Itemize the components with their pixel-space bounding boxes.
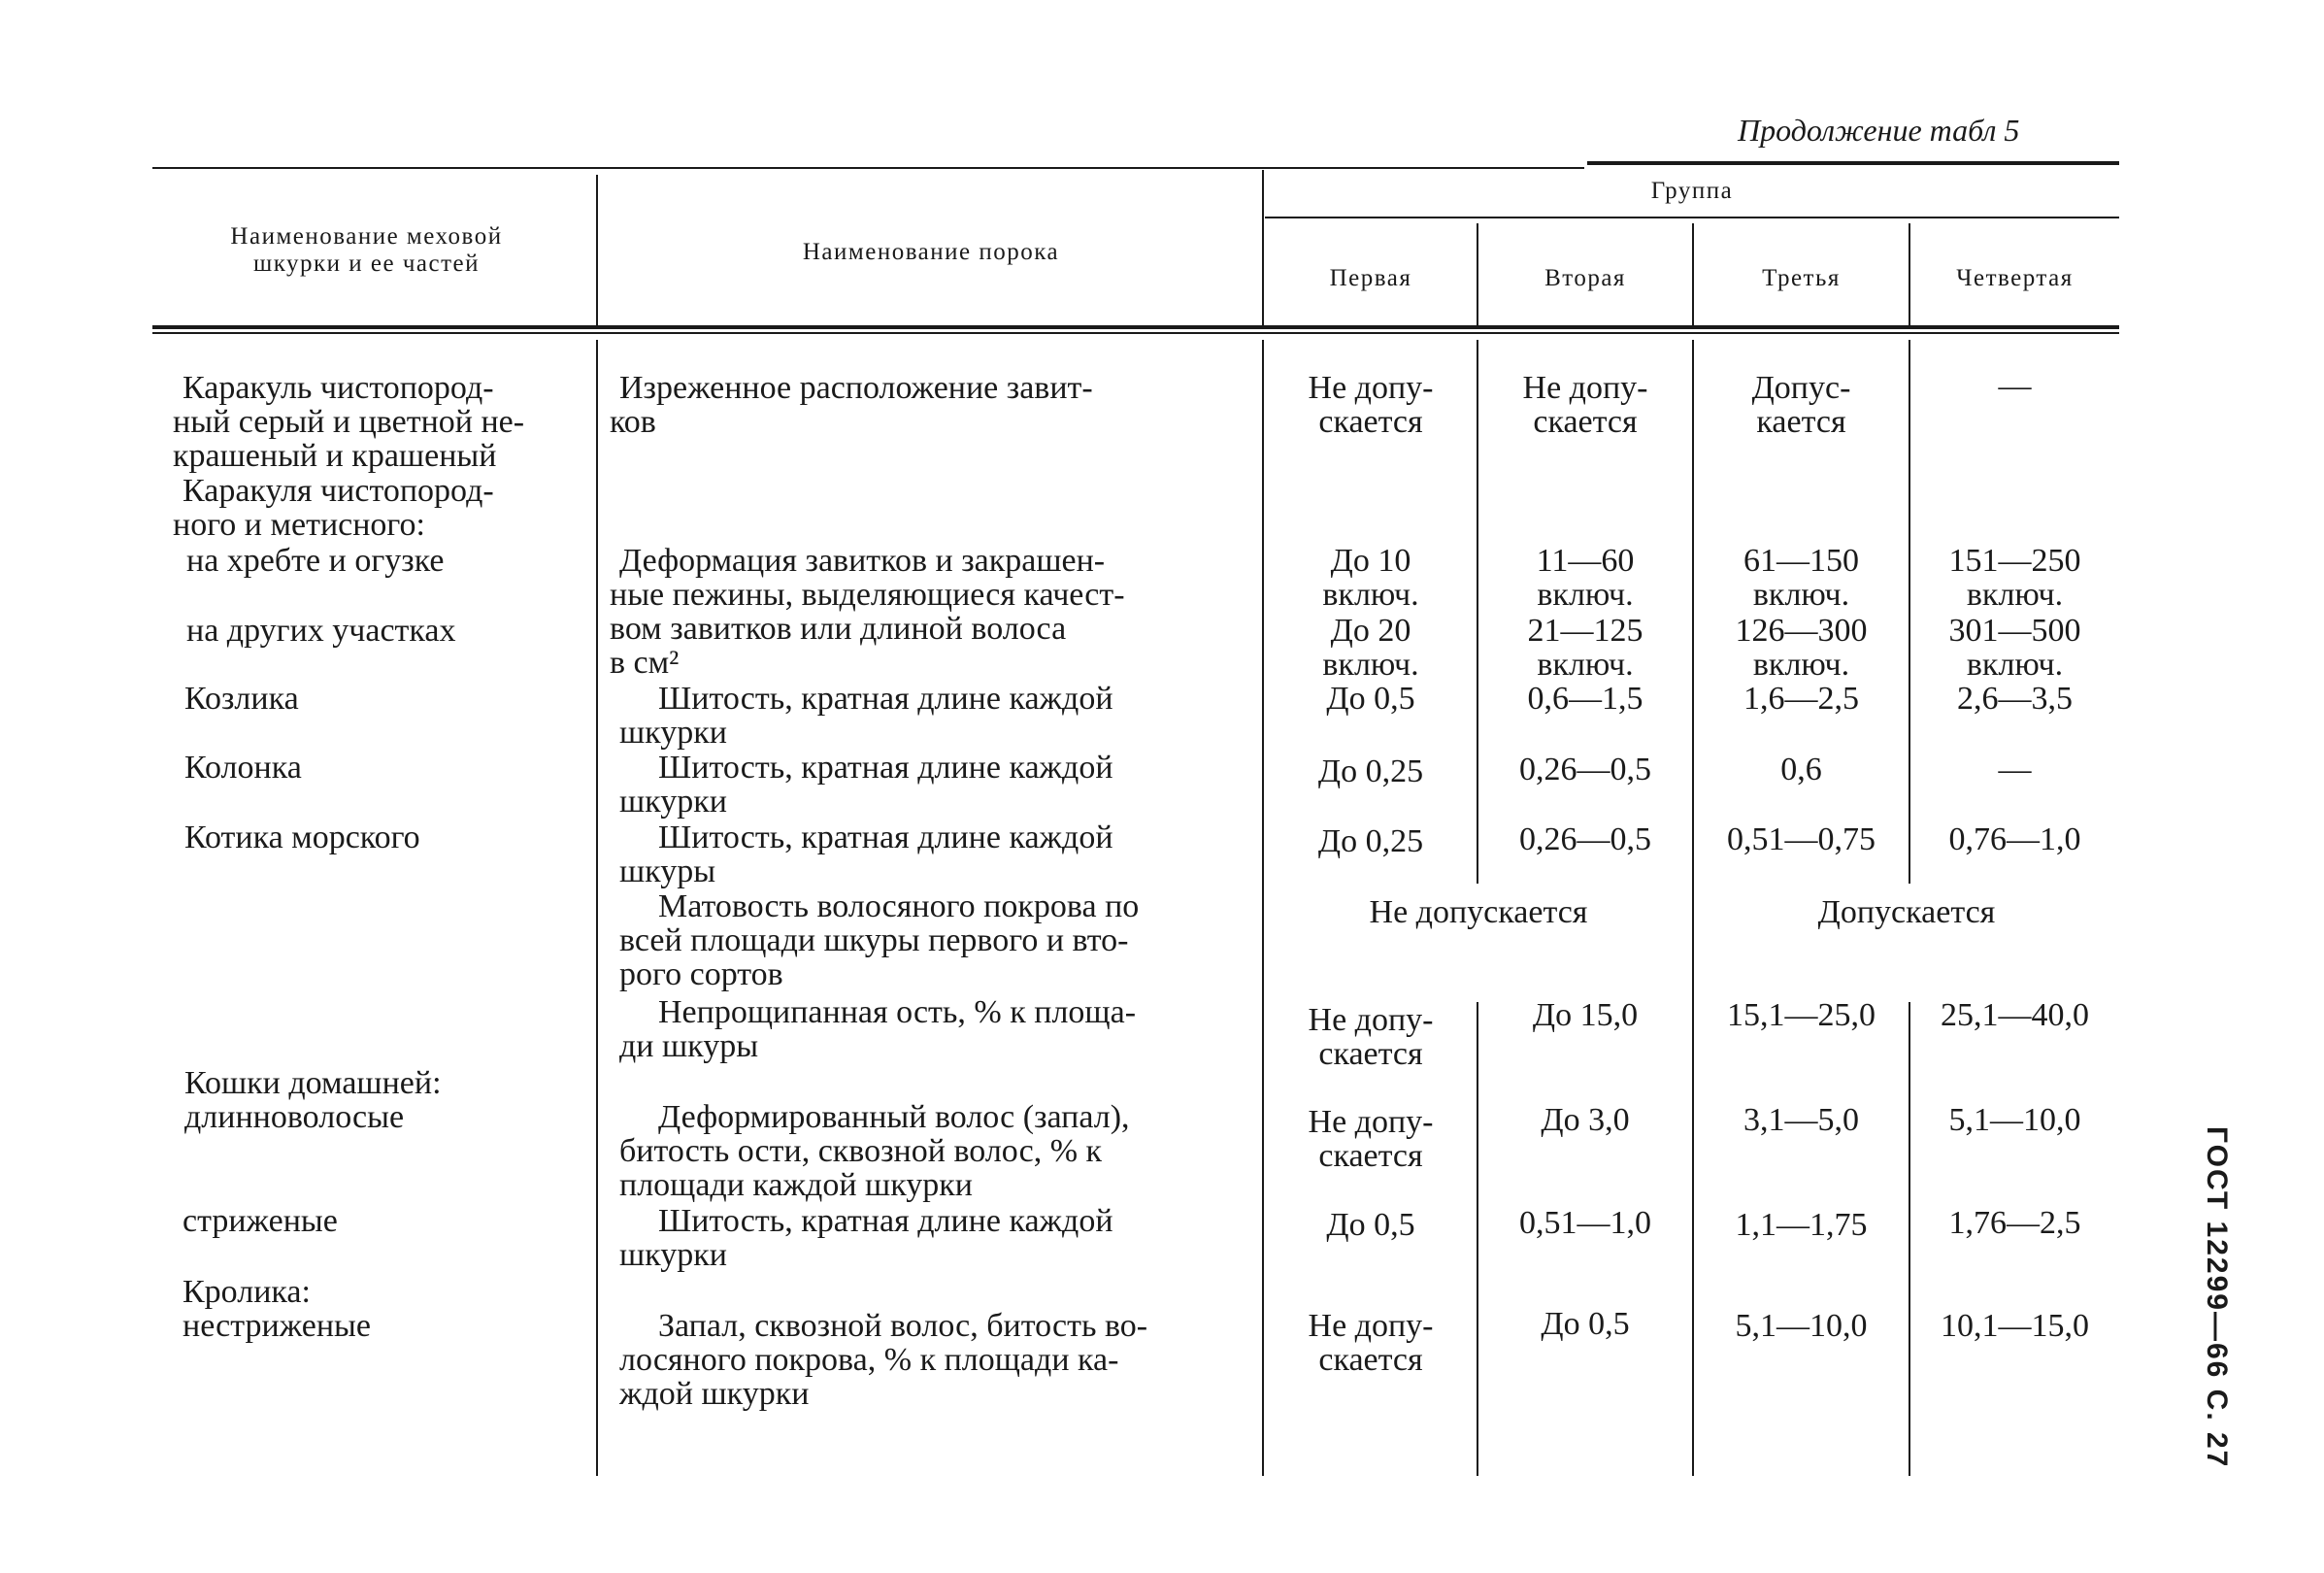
row-5-group-4: 2,6—3,5: [1957, 681, 2073, 717]
row-1-group-4: —: [1998, 368, 2032, 404]
row-12-group-4: 10,1—15,0: [1941, 1308, 2089, 1344]
row-3-group-1-line-2: включ.: [1322, 577, 1419, 613]
row-12-name-line-2: нестриженые: [183, 1308, 371, 1344]
row-3-defect-line-1: Деформация завитков и закрашен-: [619, 543, 1106, 579]
row-12-name-line-1: Кролика:: [183, 1274, 311, 1310]
header-group-1: Первая: [1329, 265, 1412, 291]
row-9-group-1: [1265, 1003, 1477, 1071]
row-4-group-2-line-1: 21—125: [1527, 613, 1643, 649]
row-3-defect-line-3: вом завитков или длиной волоса: [610, 611, 1067, 647]
row-10-group-3: 3,1—5,0: [1743, 1102, 1859, 1138]
row-12-name: [183, 1275, 371, 1343]
row-4-name: на других участках: [186, 613, 456, 649]
row-5-defect: [619, 681, 1246, 751]
row-4-group-3-line-2: включ.: [1752, 647, 1850, 683]
header-item-name: [155, 223, 578, 278]
row-5-name: Козлика: [184, 681, 299, 717]
row-1-group-3-line-2: кается: [1756, 404, 1846, 440]
row-2-name-line-1: Каракуля чистопород-: [183, 473, 494, 509]
row-1-name: [173, 370, 566, 474]
row-4-group-2-line-2: включ.: [1537, 647, 1634, 683]
row-3-defect-line-4: в см²: [610, 645, 680, 681]
row-3-group-3: [1694, 544, 1909, 612]
row-10-name-line-1: Кошки домашней:: [184, 1065, 442, 1101]
row-7-defect-line-2: шкуры: [619, 853, 716, 889]
header-divider-1: [596, 175, 598, 325]
table-top-rule: [152, 167, 1584, 169]
row-9-defect-line-2: ди шкуры: [619, 1028, 759, 1064]
row-4-group-3: [1694, 614, 1909, 682]
body-divider-name: [596, 340, 598, 1476]
row-7-defect-line-1: Шитость, кратная длине каждой: [658, 820, 1113, 855]
row-10-group-1-line-1: Не допу-: [1308, 1104, 1434, 1140]
row-9-defect-line-1: Непрощипанная ость, % к площа-: [658, 994, 1137, 1030]
header-divider-2: [1262, 170, 1264, 325]
row-11-group-3: 1,1—1,75: [1735, 1207, 1868, 1243]
row-1-group-2-line-2: скается: [1533, 404, 1638, 440]
row-1-group-1-line-2: скается: [1318, 404, 1423, 440]
row-1-group-2-line-1: Не допу-: [1522, 370, 1648, 406]
row-12-group-1: [1265, 1309, 1477, 1377]
row-3-group-3-line-1: 61—150: [1743, 543, 1859, 579]
row-7-group-2: 0,26—0,5: [1519, 821, 1651, 857]
row-12-group-1-line-1: Не допу-: [1308, 1308, 1434, 1344]
row-11-defect-line-1: Шитость, кратная длине каждой: [658, 1203, 1113, 1239]
row-10-group-1-line-2: скается: [1318, 1138, 1423, 1174]
row-1-group-3: [1694, 371, 1909, 439]
row-11-group-1: До 0,5: [1326, 1207, 1415, 1243]
row-3-group-1-line-1: До 10: [1330, 543, 1411, 579]
header-item-name-line-1: Наименование меховой: [230, 223, 503, 250]
row-12-defect-line-3: ждой шкурки: [619, 1376, 810, 1412]
row-3-group-1: [1265, 544, 1477, 612]
row-1-group-3-line-1: Допус-: [1751, 370, 1851, 406]
row-4-group-4: [1910, 614, 2119, 682]
table-continuation-caption: Продолжение табл 5: [1738, 113, 2020, 148]
header-bottom-rule-2: [152, 332, 2119, 334]
group-header-rule: [1265, 217, 2119, 218]
row-8-defect: [619, 888, 1246, 992]
row-6-group-1: До 0,25: [1317, 753, 1424, 789]
row-3-group-3-line-2: включ.: [1752, 577, 1850, 613]
row-10-name: [184, 1066, 442, 1134]
row-5-defect-line-2: шкурки: [619, 715, 727, 751]
row-7-defect: [619, 820, 1246, 889]
row-10-defect-line-3: площади каждой шкурки: [619, 1167, 973, 1203]
row-10-defect-line-1: Деформированный волос (запал),: [658, 1099, 1130, 1135]
row-3-group-4: [1910, 544, 2119, 612]
row-4-group-2: [1478, 614, 1692, 682]
row-9-group-3: 15,1—25,0: [1727, 997, 1876, 1033]
row-12-defect-line-2: лосяного покрова, % к площади ка-: [619, 1342, 1119, 1378]
row-10-group-2: До 3,0: [1541, 1102, 1630, 1138]
row-5-group-1: До 0,5: [1326, 681, 1415, 717]
row-3-defect: [610, 543, 1246, 681]
row-6-defect-line-1: Шитость, кратная длине каждой: [658, 750, 1113, 786]
row-12-group-3: 5,1—10,0: [1735, 1308, 1868, 1344]
caption-underline: [1587, 161, 2119, 165]
row-8-group-3-4: Допускается: [1817, 894, 1996, 930]
row-11-defect-line-2: шкурки: [619, 1237, 727, 1273]
row-9-group-1-line-1: Не допу-: [1308, 1002, 1434, 1038]
header-defect-name: Наименование порока: [802, 239, 1060, 265]
row-6-group-2: 0,26—0,5: [1519, 752, 1651, 787]
row-8-defect-line-3: рого сортов: [619, 956, 783, 992]
row-8-group-1-2: Не допускается: [1369, 894, 1588, 930]
row-2-name: [173, 473, 566, 543]
row-4-group-3-line-1: 126—300: [1735, 613, 1868, 649]
row-10-name-line-2: длинноволосые: [184, 1099, 405, 1135]
row-12-group-1-line-2: скается: [1318, 1342, 1423, 1378]
row-11-name: стриженые: [183, 1203, 338, 1239]
body-divider-defect: [1262, 340, 1264, 1476]
header-group-3: Третья: [1762, 265, 1841, 291]
row-10-group-4: 5,1—10,0: [1948, 1102, 2081, 1138]
row-12-group-2: До 0,5: [1541, 1306, 1630, 1342]
row-10-group-1: [1265, 1105, 1477, 1173]
row-1-group-1-line-1: Не допу-: [1308, 370, 1434, 406]
row-3-group-4-line-2: включ.: [1966, 577, 2064, 613]
row-1-defect-line-2: ков: [610, 404, 656, 440]
row-4-group-1-line-2: включ.: [1322, 647, 1419, 683]
row-5-group-3: 1,6—2,5: [1743, 681, 1859, 717]
row-8-defect-line-1: Матовость волосяного покрова по: [658, 888, 1140, 924]
row-1-defect: [610, 370, 1246, 440]
header-group-4: Четвертая: [1956, 265, 2074, 291]
row-8-defect-line-2: всей площади шкуры первого и вто-: [619, 922, 1129, 958]
header-group: Группа: [1650, 178, 1734, 204]
row-9-group-2: До 15,0: [1532, 997, 1639, 1033]
row-11-group-4: 1,76—2,5: [1948, 1205, 2081, 1241]
row-4-group-4-line-1: 301—500: [1948, 613, 2081, 649]
row-12-defect: [619, 1308, 1246, 1412]
row-3-defect-line-2: ные пежины, выделяющиеся качест-: [610, 577, 1125, 613]
row-9-group-4: 25,1—40,0: [1941, 997, 2089, 1033]
row-11-group-2: 0,51—1,0: [1519, 1205, 1651, 1241]
row-9-defect: [619, 994, 1246, 1064]
row-6-defect-line-2: шкурки: [619, 784, 727, 820]
row-1-name-line-1: Каракуль чистопород-: [183, 370, 494, 406]
row-6-name: Колонка: [184, 750, 302, 786]
row-4-group-4-line-2: включ.: [1966, 647, 2064, 683]
row-7-group-3: 0,51—0,75: [1727, 821, 1876, 857]
row-11-defect: [619, 1203, 1246, 1273]
row-1-name-line-3: крашеный и крашеный: [173, 438, 497, 474]
row-10-defect-line-2: битость ости, сквозной волос, % к: [619, 1133, 1103, 1169]
row-7-name: Котика морского: [184, 820, 420, 855]
row-7-group-4: 0,76—1,0: [1948, 821, 2081, 857]
header-bottom-rule-1: [152, 325, 2119, 329]
row-4-group-1: [1265, 614, 1477, 682]
row-7-group-1: До 0,25: [1317, 823, 1424, 859]
row-4-group-1-line-1: До 20: [1330, 613, 1411, 649]
row-2-name-line-2: ного и метисного:: [173, 507, 425, 543]
row-3-group-2-line-1: 11—60: [1536, 543, 1635, 579]
document-code-side-label: ГОСТ 12299—66 С. 27: [2201, 1126, 2233, 1469]
row-5-defect-line-1: Шитость, кратная длине каждой: [658, 681, 1113, 717]
row-9-group-1-line-2: скается: [1318, 1036, 1423, 1072]
row-12-defect-line-1: Запал, сквозной волос, битость во-: [658, 1308, 1148, 1344]
row-5-group-2: 0,6—1,5: [1527, 681, 1643, 717]
header-item-name-line-2: шкурки и ее частей: [252, 251, 481, 277]
row-10-defect: [619, 1099, 1246, 1203]
row-3-group-2: [1478, 544, 1692, 612]
body-divider-g3-top: [1909, 340, 1910, 884]
row-1-defect-line-1: Изреженное расположение завит-: [619, 370, 1093, 406]
row-1-name-line-2: ный серый и цветной не-: [173, 404, 525, 440]
row-6-group-3: 0,6: [1780, 752, 1822, 787]
row-6-group-4: —: [1998, 752, 2032, 787]
row-6-defect: [619, 750, 1246, 820]
row-3-group-4-line-1: 151—250: [1948, 543, 2081, 579]
header-group-2: Вторая: [1544, 265, 1626, 291]
row-3-group-2-line-2: включ.: [1537, 577, 1634, 613]
row-1-group-2: [1478, 371, 1692, 439]
row-3-name: на хребте и огузке: [186, 543, 445, 579]
row-1-group-1: [1265, 371, 1477, 439]
